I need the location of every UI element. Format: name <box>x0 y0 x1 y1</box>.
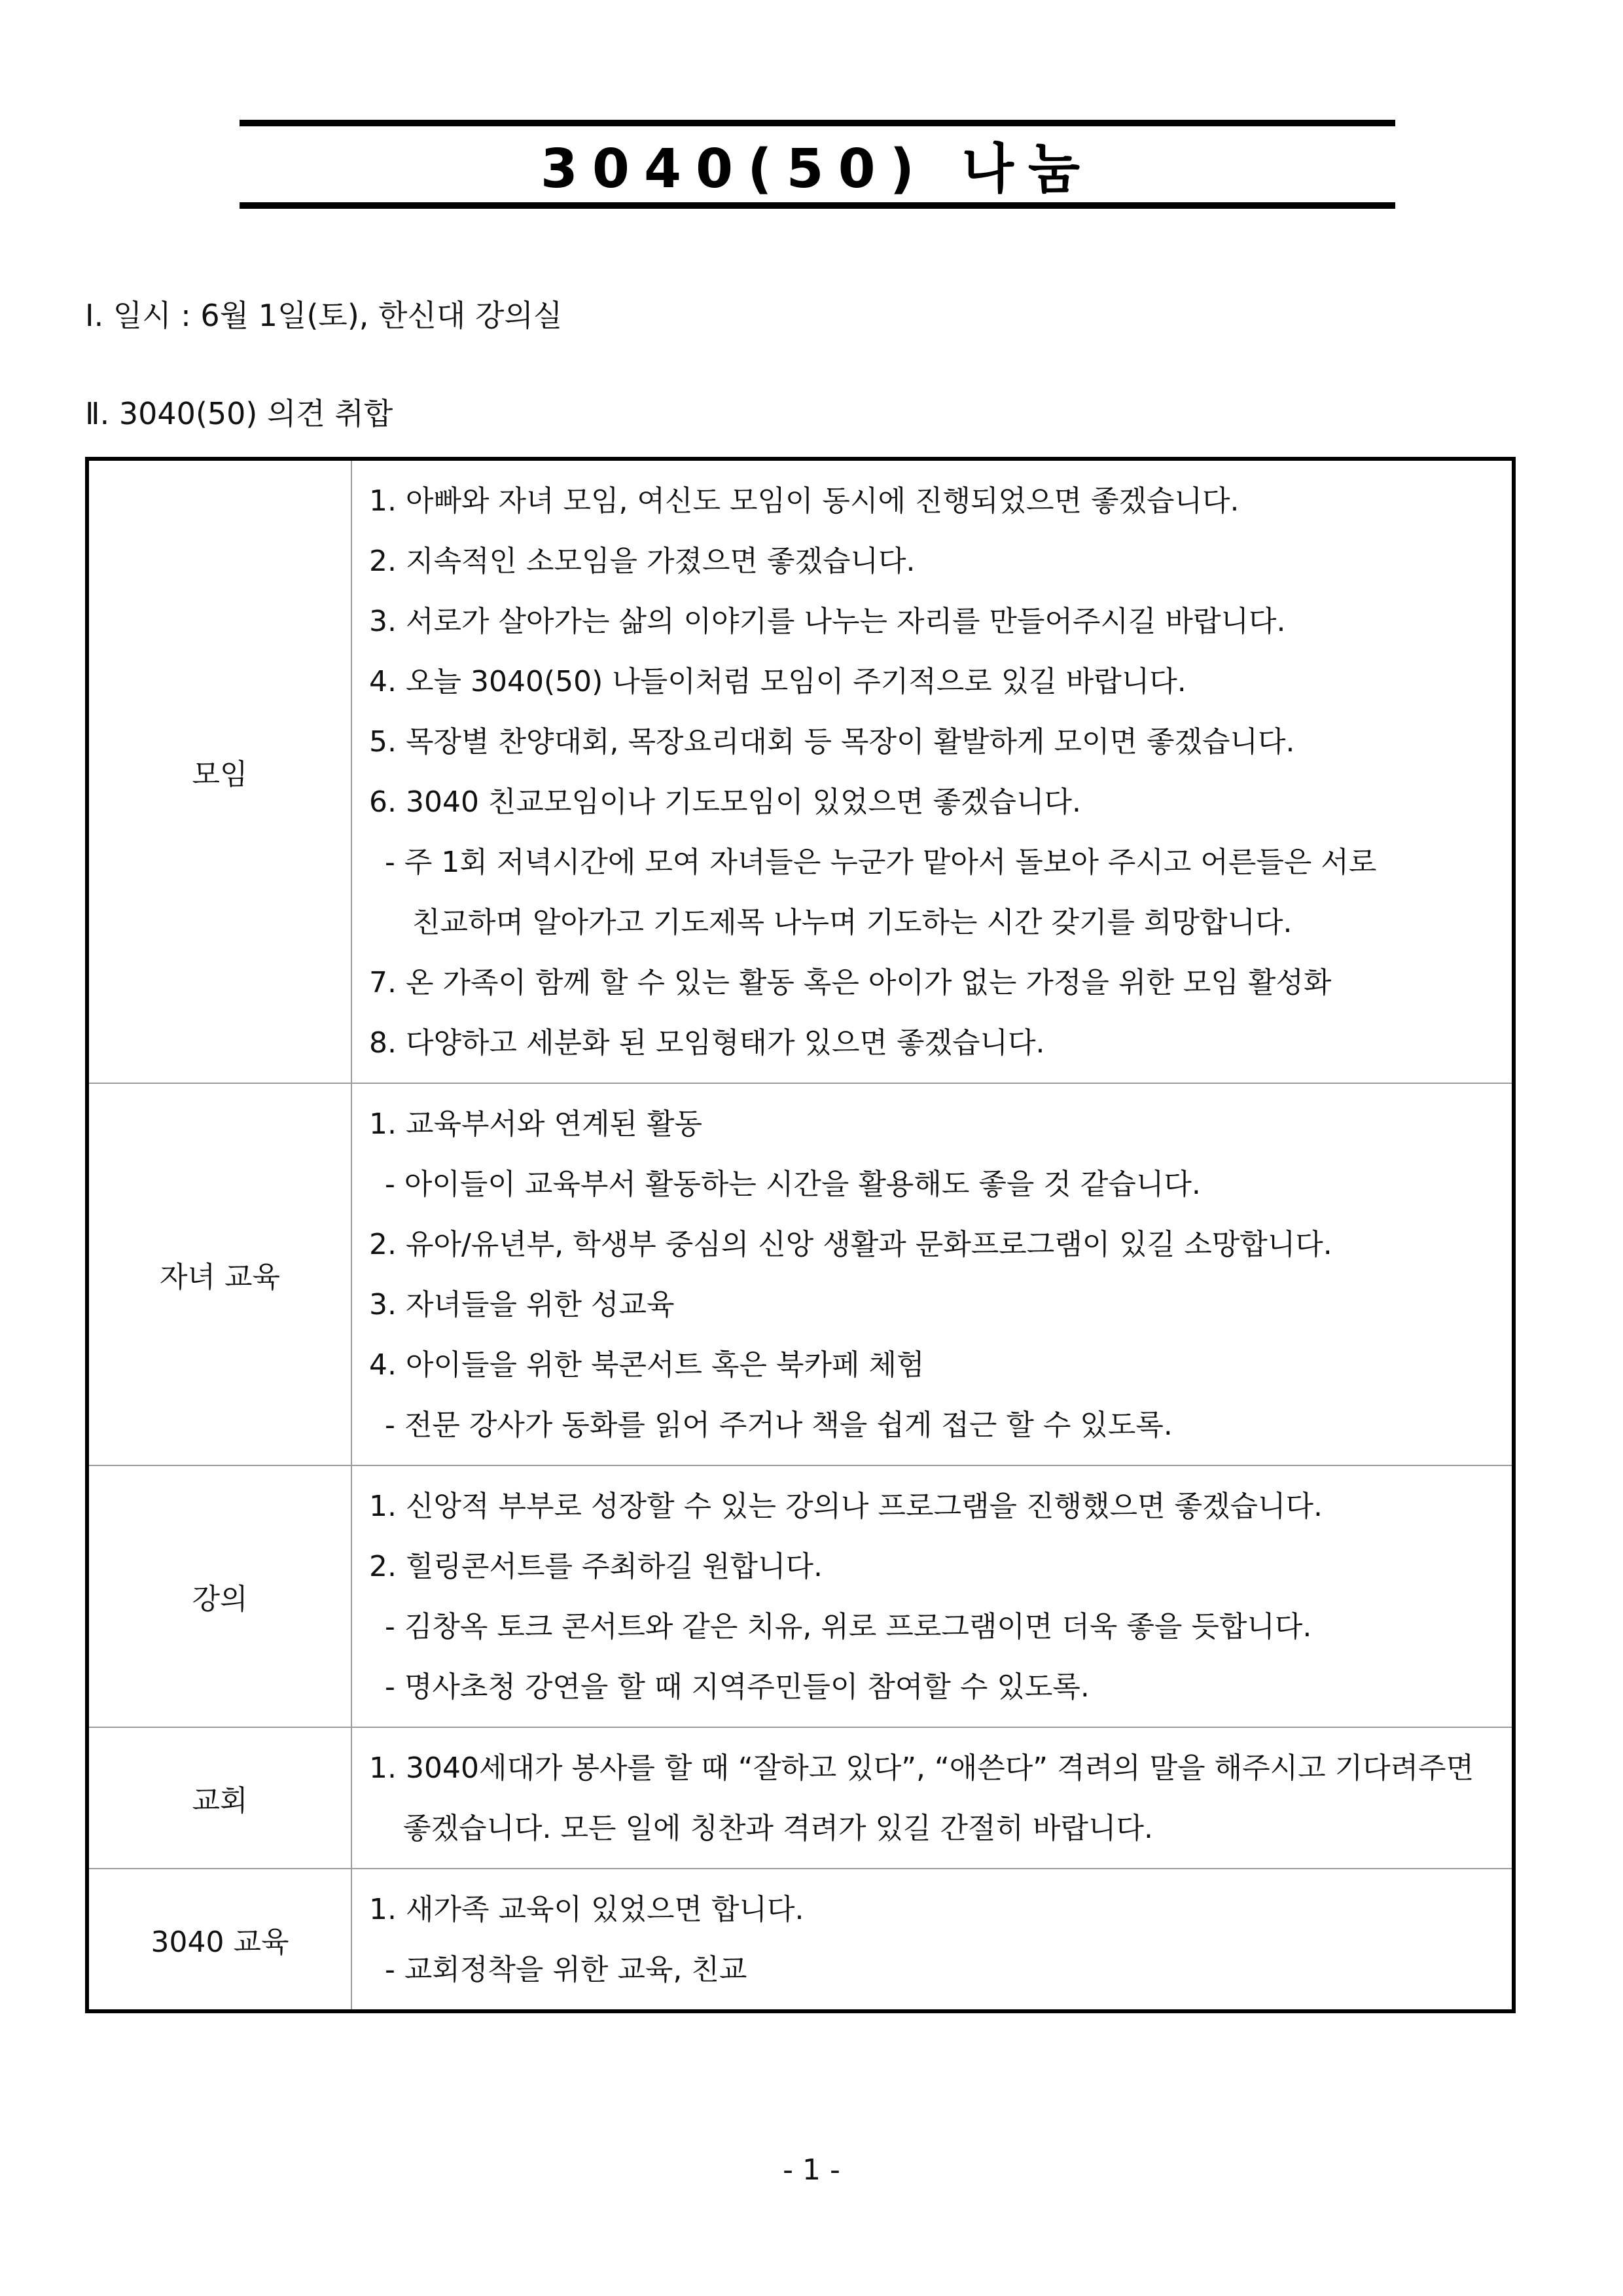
list-item: 1. 신앙적 부부로 성장할 수 있는 강의나 프로그램을 진행했으면 좋겠습니다. <box>369 1490 1323 1523</box>
list-subitem: - 김창옥 토크 콘서트와 같은 치유, 위로 프로그램이면 더욱 좋을 듯합니다. <box>385 1610 1312 1643</box>
list-item: 4. 오늘 3040(50) 나들이처럼 모임이 주기적으로 있길 바랍니다. <box>369 665 1186 698</box>
list-subitem: - 아이들이 교육부서 활동하는 시간을 활용해도 좋을 것 같습니다. <box>385 1168 1201 1201</box>
list-item: 2. 힐링콘서트를 주최하길 원합니다. <box>369 1550 823 1583</box>
list-continuation: 좋겠습니다. 모든 일에 칭찬과 격려가 있길 간절히 바랍니다. <box>403 1812 1153 1845</box>
list-continuation: 친교하며 알아가고 기도제목 나누며 기도하는 시간 갖기를 희망합니다. <box>412 906 1293 939</box>
list-item: 7. 온 가족이 함께 할 수 있는 활동 혹은 아이가 없는 가정을 위한 모임 활성화 <box>369 966 1332 999</box>
list-subitem: - 명사초청 강연을 할 때 지역주민들이 참여할 수 있도록. <box>385 1670 1090 1704</box>
list-item: 5. 목장별 찬양대회, 목장요리대회 등 목장이 활발하게 모이면 좋겠습니다. <box>369 725 1295 759</box>
category-cell: 교회 <box>87 1727 351 1869</box>
category-cell: 강의 <box>87 1465 351 1727</box>
list-subitem: - 교회정착을 위한 교육, 친교 <box>385 1953 747 1986</box>
list-item: 2. 지속적인 소모임을 가졌으면 좋겠습니다. <box>369 545 916 578</box>
list-item: 4. 아이들을 위한 북콘서트 혹은 북카페 체험 <box>369 1348 925 1382</box>
items-cell <box>351 1465 1514 1727</box>
category-cell: 자녀 교육 <box>87 1083 351 1465</box>
table-row <box>87 1083 1514 1465</box>
items-cell <box>351 1727 1514 1869</box>
list-subitem: - 주 1회 저녁시간에 모여 자녀들은 누군가 맡아서 돌보아 주시고 어른들은 서로 <box>385 846 1377 879</box>
list-item: 2. 유아/유년부, 학생부 중심의 신앙 생활과 문화프로그램이 있길 소망합니다. <box>369 1228 1332 1261</box>
table-row <box>87 1465 1514 1727</box>
list-item: 3. 자녀들을 위한 성교육 <box>369 1288 675 1321</box>
list-subitem: - 전문 강사가 동화를 읽어 주거나 책을 쉽게 접근 할 수 있도록. <box>385 1408 1173 1442</box>
list-item: 3. 서로가 살아가는 삶의 이야기를 나누는 자리를 만들어주시길 바랍니다. <box>369 605 1286 638</box>
list-item: 1. 아빠와 자녀 모임, 여신도 모임이 동시에 진행되었으면 좋겠습니다. <box>369 484 1240 518</box>
items-cell <box>351 459 1514 1083</box>
section-heading-datetime: Ⅰ. 일시 : 6월 1일(토), 한신대 강의실 <box>85 298 563 333</box>
opinions-table <box>85 457 1516 2013</box>
table-row <box>87 459 1514 1083</box>
category-cell: 3040 교육 <box>87 1869 351 2011</box>
table-row <box>87 1727 1514 1869</box>
list-item: 8. 다양하고 세분화 된 모임형태가 있으면 좋겠습니다. <box>369 1026 1045 1060</box>
list-item: 1. 3040세대가 봉사를 할 때 “잘하고 있다”, “애쓴다” 격려의 말을 해주시고 기다려주면 <box>369 1751 1474 1785</box>
category-cell: 모임 <box>87 459 351 1083</box>
section-heading-opinions: Ⅱ. 3040(50) 의견 취합 <box>85 396 393 431</box>
document-title-banner <box>240 120 1395 209</box>
list-item: 1. 새가족 교육이 있었으면 합니다. <box>369 1893 804 1926</box>
document-title: 3040(50) 나눔 <box>540 137 1095 200</box>
list-item: 1. 교육부서와 연계된 활동 <box>369 1107 702 1141</box>
items-cell <box>351 1083 1514 1465</box>
table-row <box>87 1869 1514 2011</box>
items-cell <box>351 1869 1514 2011</box>
list-item: 6. 3040 친교모임이나 기도모임이 있었으면 좋겠습니다. <box>369 785 1081 819</box>
page-number: - 1 - <box>783 2153 840 2187</box>
